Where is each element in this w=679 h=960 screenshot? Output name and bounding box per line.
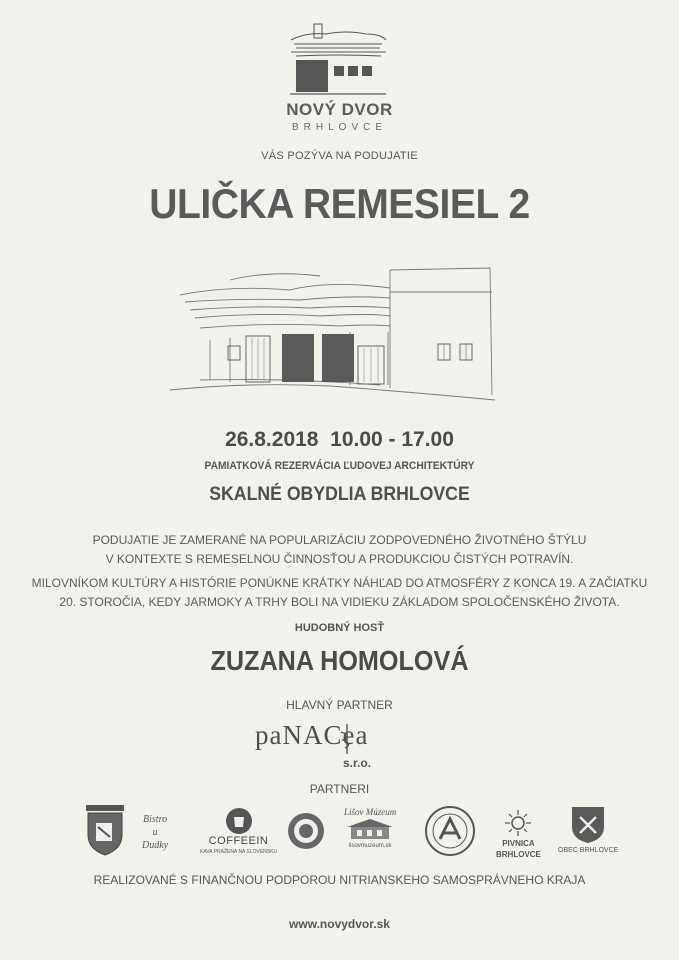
event-title: ULIČKA REMESIEL 2 [149, 180, 530, 227]
crest-icon [82, 805, 128, 857]
rock-dwelling-sketch [170, 250, 500, 415]
round-badge-icon [286, 811, 326, 851]
funding-note: REALIZOVANÉ S FINANČNOU PODPOROU NITRIANSKEHO SAMOSPRÁVNEHO KRAJA [93, 873, 586, 887]
guest-name: ZUZANA HOMOLOVÁ [210, 645, 469, 676]
partner-coffeein [200, 807, 277, 855]
circular-emblem-icon [424, 805, 476, 857]
partner-obec-brhlovce [558, 805, 618, 854]
museum-building-icon [345, 817, 395, 841]
lisov-title: Lišov Múzeum [344, 807, 397, 817]
website-link[interactable]: www.novydvor.sk [289, 917, 390, 931]
partner-pivnica [496, 809, 541, 859]
paragraph-1-line-1: PODUJATIE JE ZAMERANÉ NA POPULARIZÁCIU ZODPOVEDNÉHO ŽIVOTNÉHO ŠTÝLU [92, 533, 587, 547]
pivnica-line-1: PIVNICA [502, 839, 535, 848]
guest-label: HUDOBNÝ HOSŤ [294, 622, 385, 634]
coffeein-caption: KAVA PRAŽENA NA SLOVENSKU [200, 849, 278, 855]
pivnica-line-2: BRHLOVCE [496, 850, 541, 859]
partner-lisov-muzeum [344, 807, 396, 849]
logo-name: NOVÝ DVOR [286, 100, 393, 119]
invite-text: VÁS POZÝVA NA PODUJATIE [261, 150, 418, 162]
main-partner-label: HLAVNÝ PARTNER [286, 698, 393, 712]
partner-crest-1 [82, 805, 128, 857]
paragraph-2-line-1: MILOVNÍKOM KULTÚRY A HISTÓRIE PONÚKNE KRÁTKY NÁHĽAD DO ATMOSFÉRY Z KONCA 19. A ZAČIATKU [31, 576, 648, 590]
partner-bistro [142, 813, 168, 852]
bistro-line-2: u [152, 827, 158, 838]
panacea-name: paNACea [255, 720, 369, 750]
partner-round-badge [286, 811, 326, 851]
bistro-line-3: Dudky [142, 840, 169, 851]
paragraph-2 [0, 574, 679, 612]
logo-subtitle: BRHLOVCE [291, 122, 387, 133]
paragraph-1-line-2: V KONTEXTE S REMESELNOU ČINNOSŤOU A PRODUKCIOU ČISTÝCH POTRAVÍN. [105, 552, 574, 566]
event-datetime: 26.8.2018 10.00 - 17.00 [225, 428, 454, 451]
sun-icon [504, 809, 532, 837]
panacea-logo [255, 720, 425, 776]
partner-circular-emblem [424, 805, 476, 857]
lisov-caption: lisovmuzeum.sk [348, 843, 392, 849]
partners-label: PARTNERI [309, 782, 370, 796]
village-crest-icon [570, 805, 606, 845]
obec-caption: OBEC BRHLOVCE [558, 847, 619, 854]
bistro-line-1: Bistro [143, 814, 168, 825]
event-place: SKALNÉ OBYDLIA BRHLOVCE [209, 484, 470, 505]
coffee-cup-icon [225, 807, 253, 835]
partner-logos [82, 805, 619, 865]
panacea-serpent-icon [335, 722, 359, 756]
paragraph-1 [0, 531, 679, 569]
coffeein-name: COFFEEIN [208, 835, 269, 847]
novy-dvor-house-logo [286, 20, 391, 100]
reserve-label: PAMIATKOVÁ REZERVÁCIA ĽUDOVEJ ARCHITEKTÚRY [204, 460, 475, 472]
panacea-suffix: s.r.o. [343, 756, 372, 770]
paragraph-2-line-2: 20. STOROČIA, KEDY JARMOKY A TRHY BOLI NA VIDIEKU ZÁKLADOM SPOLOČENSKÉHO ŽIVOTA. [59, 595, 620, 609]
